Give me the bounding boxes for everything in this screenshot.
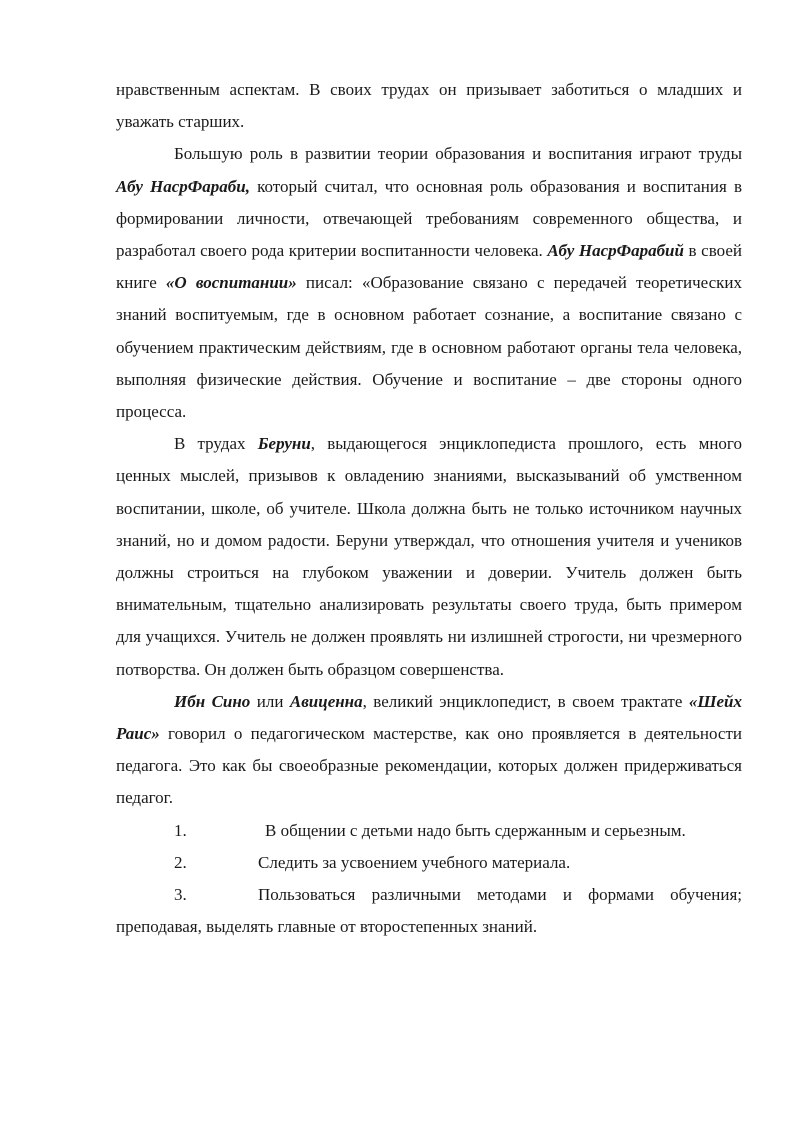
list-item [116,879,742,943]
text-run: в своей книге [116,241,742,293]
list-text: В общении с детьми надо быть сдержанным и серьезным. [265,820,686,840]
name-farabi: Абу НасрФараби, [116,176,250,196]
text-run: писал: «Образование связано с передачей теоретических знаний воспитуемым, где в основном работает сознание, а воспитание связано с обучением практическим действиям, где в основном работают органы тела человека, выполняя физические действия. Обучение и воспитание – две стороны одного процесса. [116,273,742,422]
list-number: 2. [174,852,187,872]
list-text: Следить за усвоением учебного материала. [258,852,571,872]
text-run: В трудах [174,434,258,454]
treatise-title: «Шейх Раис» [116,691,742,744]
list-item [116,815,742,847]
document-page [116,74,742,943]
book-title: «О воспитании» [165,273,297,293]
list-number: 3. [174,885,187,905]
name-beruni: Беруни [257,434,311,454]
name-avicenna: Авиценна [289,691,363,711]
text-run: который считал, что основная роль образования и воспитания в формировании личности, отвечающей требованиям современного общества, и разработал своего рода критерии воспитанности человека. [116,176,742,261]
list-item [116,847,742,879]
paragraph-ibn-sino [116,686,742,815]
paragraph-farabi [116,138,742,428]
text-run: Большую роль в развитии теории образования и воспитания играют труды [174,144,742,164]
text-run: говорил о педагогическом мастерстве, как оно проявляется в деятельности педагога. Это как бы своеобразные рекомендации, которых должен придерживаться педагог. [116,724,742,808]
text-run: , великий энциклопедист, в своем трактате [362,691,689,711]
list-text: Пользоваться различными методами и формами обучения; преподавая, выделять главные от второстепенных знаний. [116,885,742,937]
text-run: или [250,691,290,711]
paragraph-intro: нравственным аспектам. В своих трудах он призывает заботиться о младших и уважать старших. [116,80,742,132]
paragraph-beruni [116,428,742,686]
text-run: , выдающегося энциклопедиста прошлого, есть много ценных мыслей, призывов к овладению знаниями, высказываний об умственном воспитании, школе, об учителе. Школа должна быть не только источником научных знаний, но и домом радости. Беруни утверждал, что отношения учителя и учеников должны строиться на глубоком уважении и доверии. Учитель должен быть внимательным, тщательно анализировать результаты своего труда, быть примером для учащихся. Учитель не должен проявлять ни излишней строгости, ни чрезмерного потворства. Он должен быть образцом совершенства. [116,434,742,679]
name-ibn-sino: Ибн Сино [174,691,251,711]
name-farabiy: Абу НасрФарабий [547,241,684,261]
list-number: 1. [174,820,187,840]
